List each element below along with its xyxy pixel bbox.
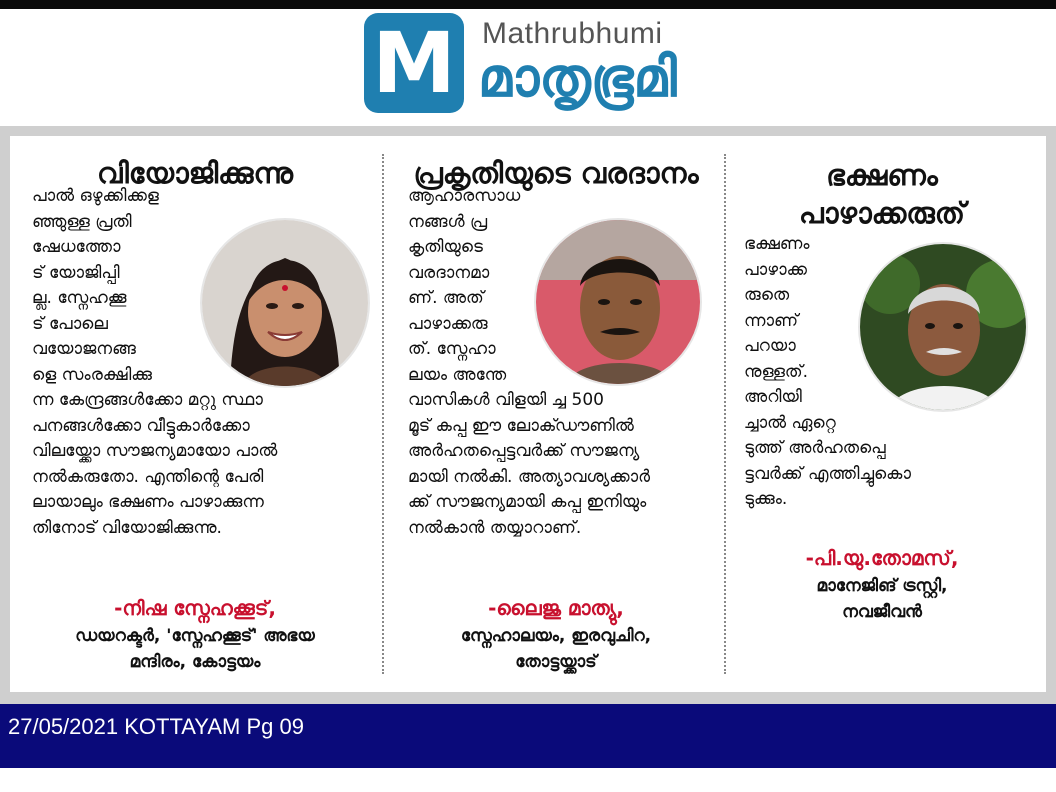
body-line: ട് പോലെ [32, 313, 108, 334]
body-line: കൃതിയുടെ [408, 237, 483, 257]
article-2-author: -ലൈജു മാത്യു, [488, 596, 624, 620]
article-3 [732, 136, 1046, 692]
article-3-title [732, 156, 1032, 232]
body-line: ക്ക് സൗജന്യമായി കപ്പ ഇനിയും [408, 492, 647, 512]
article-1-author: -നിഷ സ്നേഹക്കൂട്, [114, 596, 276, 620]
article-2 [388, 136, 724, 692]
designation-line: തോട്ടയ്ക്കാട് [515, 652, 597, 672]
body-line: വാസികൾ വിളയി ച്ച 500 [408, 390, 604, 410]
article-3-designation [732, 573, 1032, 625]
brand-english: Mathrubhumi [482, 17, 663, 50]
body-line: വരദാനമാ [408, 262, 490, 283]
article-2-body [408, 184, 718, 541]
body-line: ന്നാണ് [744, 310, 799, 331]
logo-letter: M [372, 14, 456, 112]
body-line: അറിയി [744, 387, 802, 407]
body-line: തിനോട് വിയോജിക്കുന്നു. [32, 517, 222, 538]
article-1-title: വിയോജിക്കുന്നു [97, 156, 293, 190]
body-line: നുള്ളത്. [744, 361, 809, 382]
body-line: ഭക്ഷണം [744, 234, 810, 254]
designation-line: മന്ദിരം, കോട്ടയം [129, 652, 261, 672]
body-line: ണ്. അത് [408, 288, 484, 308]
body-line: ടുത്ത് അർഹതപ്പെ [744, 438, 886, 458]
designation-line: സ്നേഹാലയം, ഇരവുചിറ, [460, 626, 652, 646]
body-line: വയോജനങ്ങ [32, 339, 136, 359]
body-line: മായി നൽകി. അത്യാവശ്യക്കാർ [408, 466, 651, 487]
mathrubhumi-logo [364, 13, 464, 113]
title-line: പാഴാക്കരുത് [798, 196, 966, 230]
article-frame [0, 126, 1056, 704]
body-line: ട് യോജിപ്പി [32, 262, 120, 283]
body-line: മൂട് കപ്പ ഈ ലോക്ഡൗണിൽ [408, 415, 634, 436]
footer-bar [0, 704, 1056, 768]
body-line: പനങ്ങൾക്കോ വീട്ടുകാർക്കോ [32, 415, 250, 436]
column-divider [382, 154, 384, 674]
body-line: അർഹതപ്പെട്ടവർക്ക് സൗജന്യ [408, 441, 640, 461]
body-line: ട്ടവർക്ക് എത്തിച്ചുകൊ [744, 463, 911, 484]
body-line: നൽകാൻ തയ്യാറാണ്. [408, 517, 582, 538]
body-line: പറയാ [744, 336, 796, 356]
article-3-author: -പി.യു.തോമസ്, [805, 546, 959, 570]
body-line: വിലയ്ക്കോ സൗജന്യമായോ പാൽ [32, 441, 278, 461]
designation-line: നവജീവൻ [842, 602, 922, 622]
body-line: പാഴാക്ക [744, 259, 807, 280]
body-line: ത്. സ്നേഹാ [408, 339, 496, 359]
body-line: ടുക്കും. [744, 489, 788, 509]
body-line: ആഹാരസാധ [408, 186, 521, 206]
title-line: ഭക്ഷണം [826, 158, 938, 192]
brand-malayalam: മാതൃഭൂമി [478, 46, 677, 109]
body-line: ലായാലും ഭക്ഷണം പാഴാക്കുന്ന [32, 492, 264, 512]
bottom-margin [0, 768, 1056, 792]
designation-line: ഡയറക്ടർ, 'സ്നേഹക്കൂട്' അഭയ [75, 626, 315, 646]
body-line: നങ്ങൾ പ്ര [408, 211, 488, 232]
body-line: ഷേധത്തോ [32, 237, 121, 257]
article-1-body [32, 184, 372, 541]
article-1 [10, 136, 380, 692]
body-line: ളെ സംരക്ഷിക്കു [32, 364, 152, 385]
article-2-designation [388, 623, 724, 675]
body-line: ച്ചാൽ ഏറ്റെ [744, 412, 836, 433]
article-1-designation [10, 623, 380, 675]
column-divider [724, 154, 726, 674]
top-border [0, 0, 1056, 9]
body-line: ലയം അന്തേ [408, 364, 507, 385]
body-line: പാഴാക്കരു [408, 313, 488, 334]
body-line: നൽകരുതോ. എന്തിന്റെ പേരി [32, 466, 264, 487]
body-line: രുതെ [744, 285, 790, 305]
body-line: ല്ല. സ്നേഹക്കൂ [32, 288, 127, 308]
article-panel [10, 136, 1046, 692]
body-line: ന്ന കേന്ദ്രങ്ങൾക്കോ മറ്റു സ്ഥാ [32, 390, 263, 410]
edition-info: 27/05/2021 KOTTAYAM Pg 09 [8, 714, 304, 739]
article-2-title: പ്രകൃതിയുടെ വരദാനം [413, 156, 699, 190]
article-3-body [744, 232, 1044, 513]
body-line: ഞ്ഞുള്ള പ്രതി [32, 211, 132, 232]
masthead [0, 9, 1056, 126]
designation-line: മാനേജിങ് ട്രസ്റ്റി, [816, 576, 948, 596]
body-line: പാൽ ഒഴുക്കിക്കള [32, 186, 159, 206]
